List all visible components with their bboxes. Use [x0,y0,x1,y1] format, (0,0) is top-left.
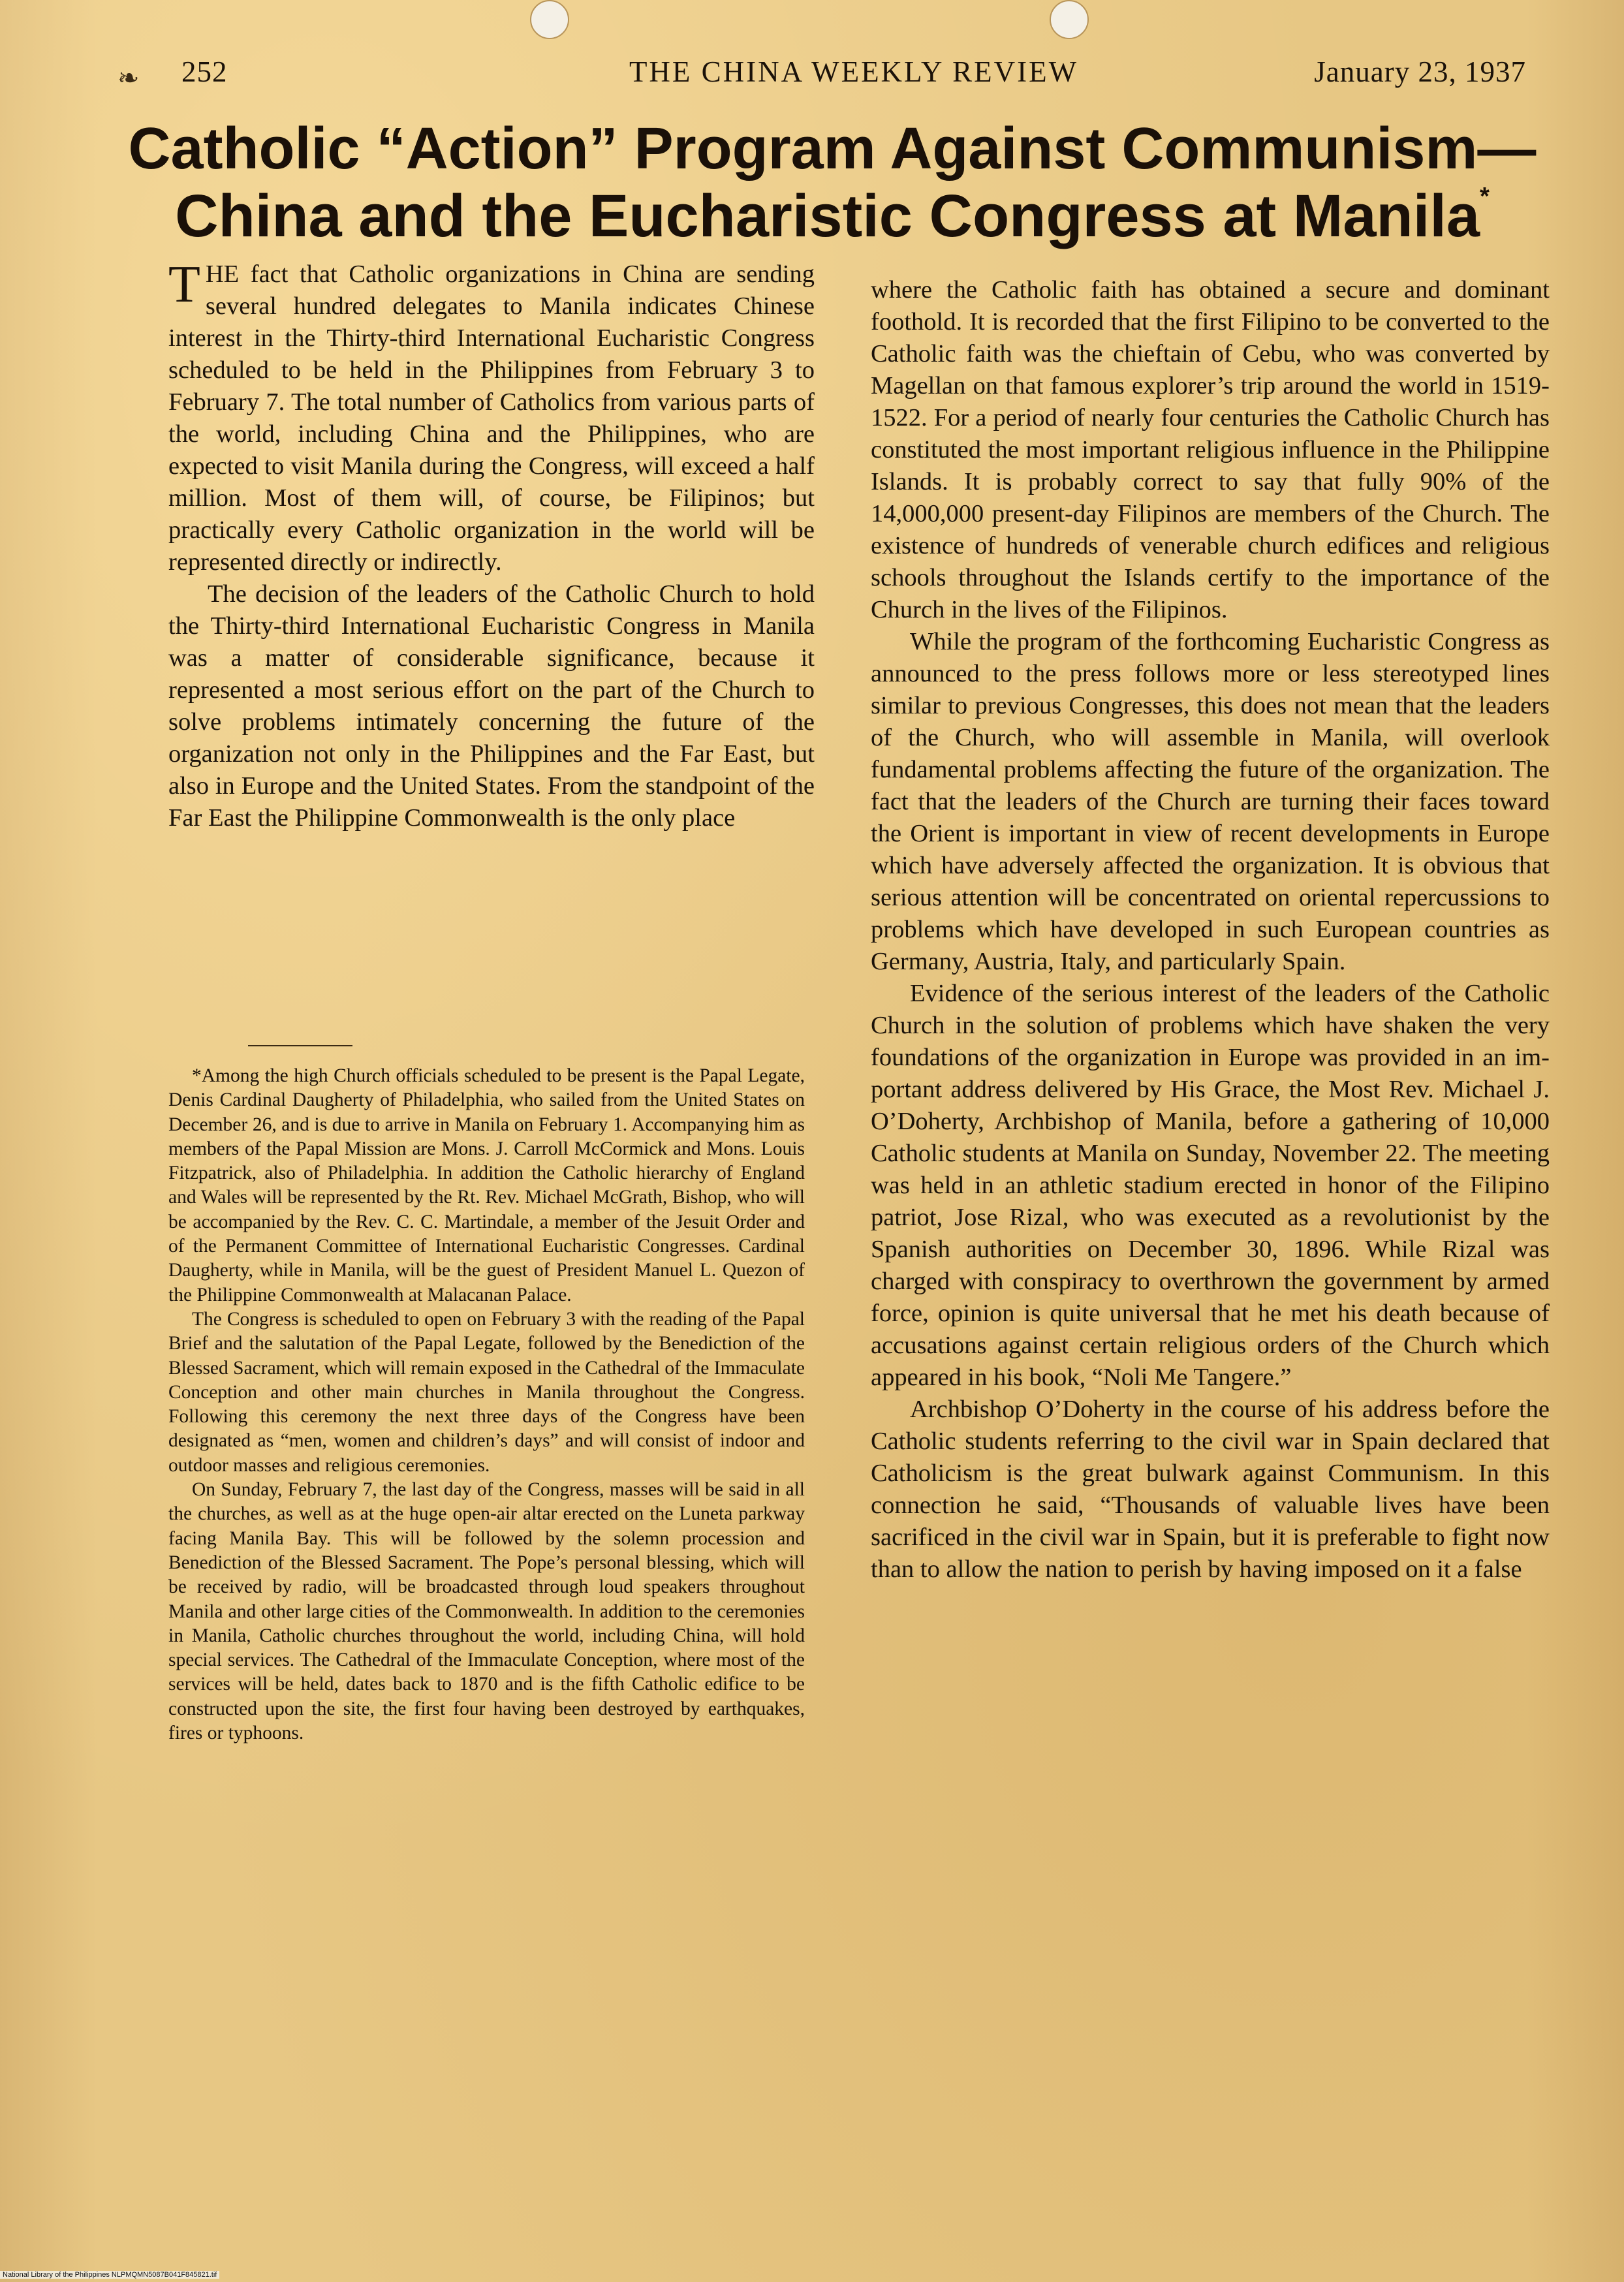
footnote-paragraph-1: *Among the high Church officials scheduled to be present is the Papal Legate, Denis Cardinal Daugherty of Philadelphia, who sailed from the United States on December 26, and is due to arrive in Manila on February 1. Accompanying him as members of the Papal Mission are Mons. J. Carroll McCormick and Mons. Louis Fitzpatrick, also of Philadelphia. In addition the Catholic hierarchy of England and Wales will be represented by the Rt. Rev. Michael McGrath, Bishop, who will be accompanied by the Rev. C. C. Martindale, a member of the Jesuit Order and of the Permanent Committee of International Eucharistic Congresses. Cardinal Daugherty, while in Manila, will be the guest of President Manuel L. Quezon of the Philippine Commonwealth at Malacanan Palace. [168,1065,805,1305]
headline-line-2-text: China and the Eucharistic Congress at Manila [175,182,1480,249]
right-paragraph-1: where the Catholic faith has obtained a secure and dominant foothold. It is recorded that the first Filipino to be converted to the Catholic faith was the chieftain of Cebu, who was converted by Magellan on that famous explorer’s trip around the world in 1519-1522. For a period of nearly four centuries the Catholic Church has constituted the most important religious influence in the Philippine Islands. It is probably correct to say that fully 90% of the 14,000,000 present-day Filipinos are members of the Church. The existence of hundreds of venerable church edifices and religious schools throughout the Islands certify to the importance of the Church in the lives of the Filipinos. [871,276,1550,623]
journal-title: THE CHINA WEEKLY REVIEW [629,55,1079,88]
punch-hole-left [530,0,569,39]
drop-cap: T [168,256,200,313]
footnote-paragraph-3: On Sunday, February 7, the last day of the Congress, masses will be said in all the churches, as well as at the huge open-air altar erected on the Luneta parkway facing Manila Bay. This will be followed by the solemn procession and Benediction of the Blessed Sacrament. The Pope’s personal blessing, which will be received by radio, will be broadcasted through loud speakers throughout Manila and other large cities of the Commonwealth. In addition to the ceremonies in Manila, Catholic churches throughout the world, including China, will hold special services. The Cathedral of the Immaculate Conception, where most of the services will be held, dates back to 1870 and is the fifth Catholic edifice to be constructed upon the site, the first four having been destroyed by earthquakes, fires or typhoons. [168,1479,805,1744]
headline-line-2 [124,183,1540,251]
right-paragraph-4: Archbishop O’Doherty in the course of his address before the Catholic students referring to the civil war in Spain declared that Catholicism is the great bulwark against Communism. In this connection he said, “Thousands of valuable lives have been sacrificed in the civil war in Spain, but it is preferable to fight now than to allow the nation to perish by having imposed on it a false [871,1396,1550,1583]
margin-mark-icon: ❧ [117,63,140,93]
left-column [168,258,815,834]
issue-date: January 23, 1937 [1314,55,1526,88]
right-paragraph-2: While the program of the forthcoming Eucharistic Congress as announced to the press follows more or less stereotyped lines similar to previous Congresses, this does not mean that the leaders of the Church, who will assemble in Manila, will overlook fundamental problems affecting the future of the organization. The fact that the leaders of the Church are turning their faces toward the Orient is important in view of recent developments in Europe which have adversely affected the organization. It is obvious that serious attention will be concentrated on oriental repercussions to problems which have developed in such European countries as Germany, Austria, Italy, and particularly Spain. [871,628,1550,975]
scan-label: National Library of the Philippines NLPMQMN5087B041F845821.tif [0,2271,219,2279]
left-paragraph-2: The decision of the leaders of the Catholic Church to hold the Thirty-third International Eucharistic Congress in Manila was a matter of considerable significance, because it represented a most serious effort on the part of the Church to solve problems intimately concerning the future of the organization not only in the Philippines and the Far East, but also in Europe and the United States. From the standpoint of the Far East the Philippine Commonwealth is the only place [168,580,815,832]
left-paragraph-1 [168,258,815,578]
headline-line-1: Catholic “Action” Program Against Communism— [128,116,1537,181]
article-headline [124,116,1540,251]
footnote-block [168,1064,805,1745]
footnote-paragraph-2: The Congress is scheduled to open on February 3 with the reading of the Papal Brief and the salutation of the Papal Legate, followed by the Benediction of the Blessed Sacrament, which will remain exposed in the Cathedral of the Immaculate Conception and other main churches in Manila throughout the Congress. Following this ceremony the next three days of the Congress have been designated as “men, women and children’s days” and will consist of indoor and outdoor masses and religious ceremonies. [168,1308,805,1476]
right-paragraph-3: Evidence of the serious interest of the leaders of the Catholic Church in the solution of problems which have shaken the very foundations of the organization in Europe was provided in an important address delivered by His Grace, the Most Rev. Michael J. O’Doherty, Archbishop of Manila, before a gathering of 10,000 Catholic students at Manila on Sunday, November 22. The meeting was held in an athletic stadium erected in honor of the Filipino patriot, Jose Rizal, who was executed as a revolutionist by the Spanish authorities on December 30, 1896. While Rizal was charged with conspiracy to overthrown the government by armed force, opinion is quite universal that he met his death because of accusations against certain religious orders of the Church which appeared in his book, “Noli Me Tangere.” [871,980,1550,1391]
footnote-marker: * [1480,182,1490,210]
left-paragraph-1-text: HE fact that Catholic organizations in China are sending several hundred delegates to Manila indicates Chinese interest in the Thirty-third International Eucharistic Congress scheduled to be held in the Philippines from February 3 to February 7. The total number of Catholics from various parts of the world, including China and the Philippines, who are expected to visit Manila during the Congress, will exceed a half million. Most of them will, of course, be Filipinos; but practically every Catholic organization in the world will be represented directly or indirectly. [168,260,815,576]
footnote-divider [248,1045,352,1046]
page-number: 252 [181,55,228,88]
page-header [181,55,1526,107]
punch-hole-right [1050,0,1089,39]
right-column [871,274,1550,1586]
